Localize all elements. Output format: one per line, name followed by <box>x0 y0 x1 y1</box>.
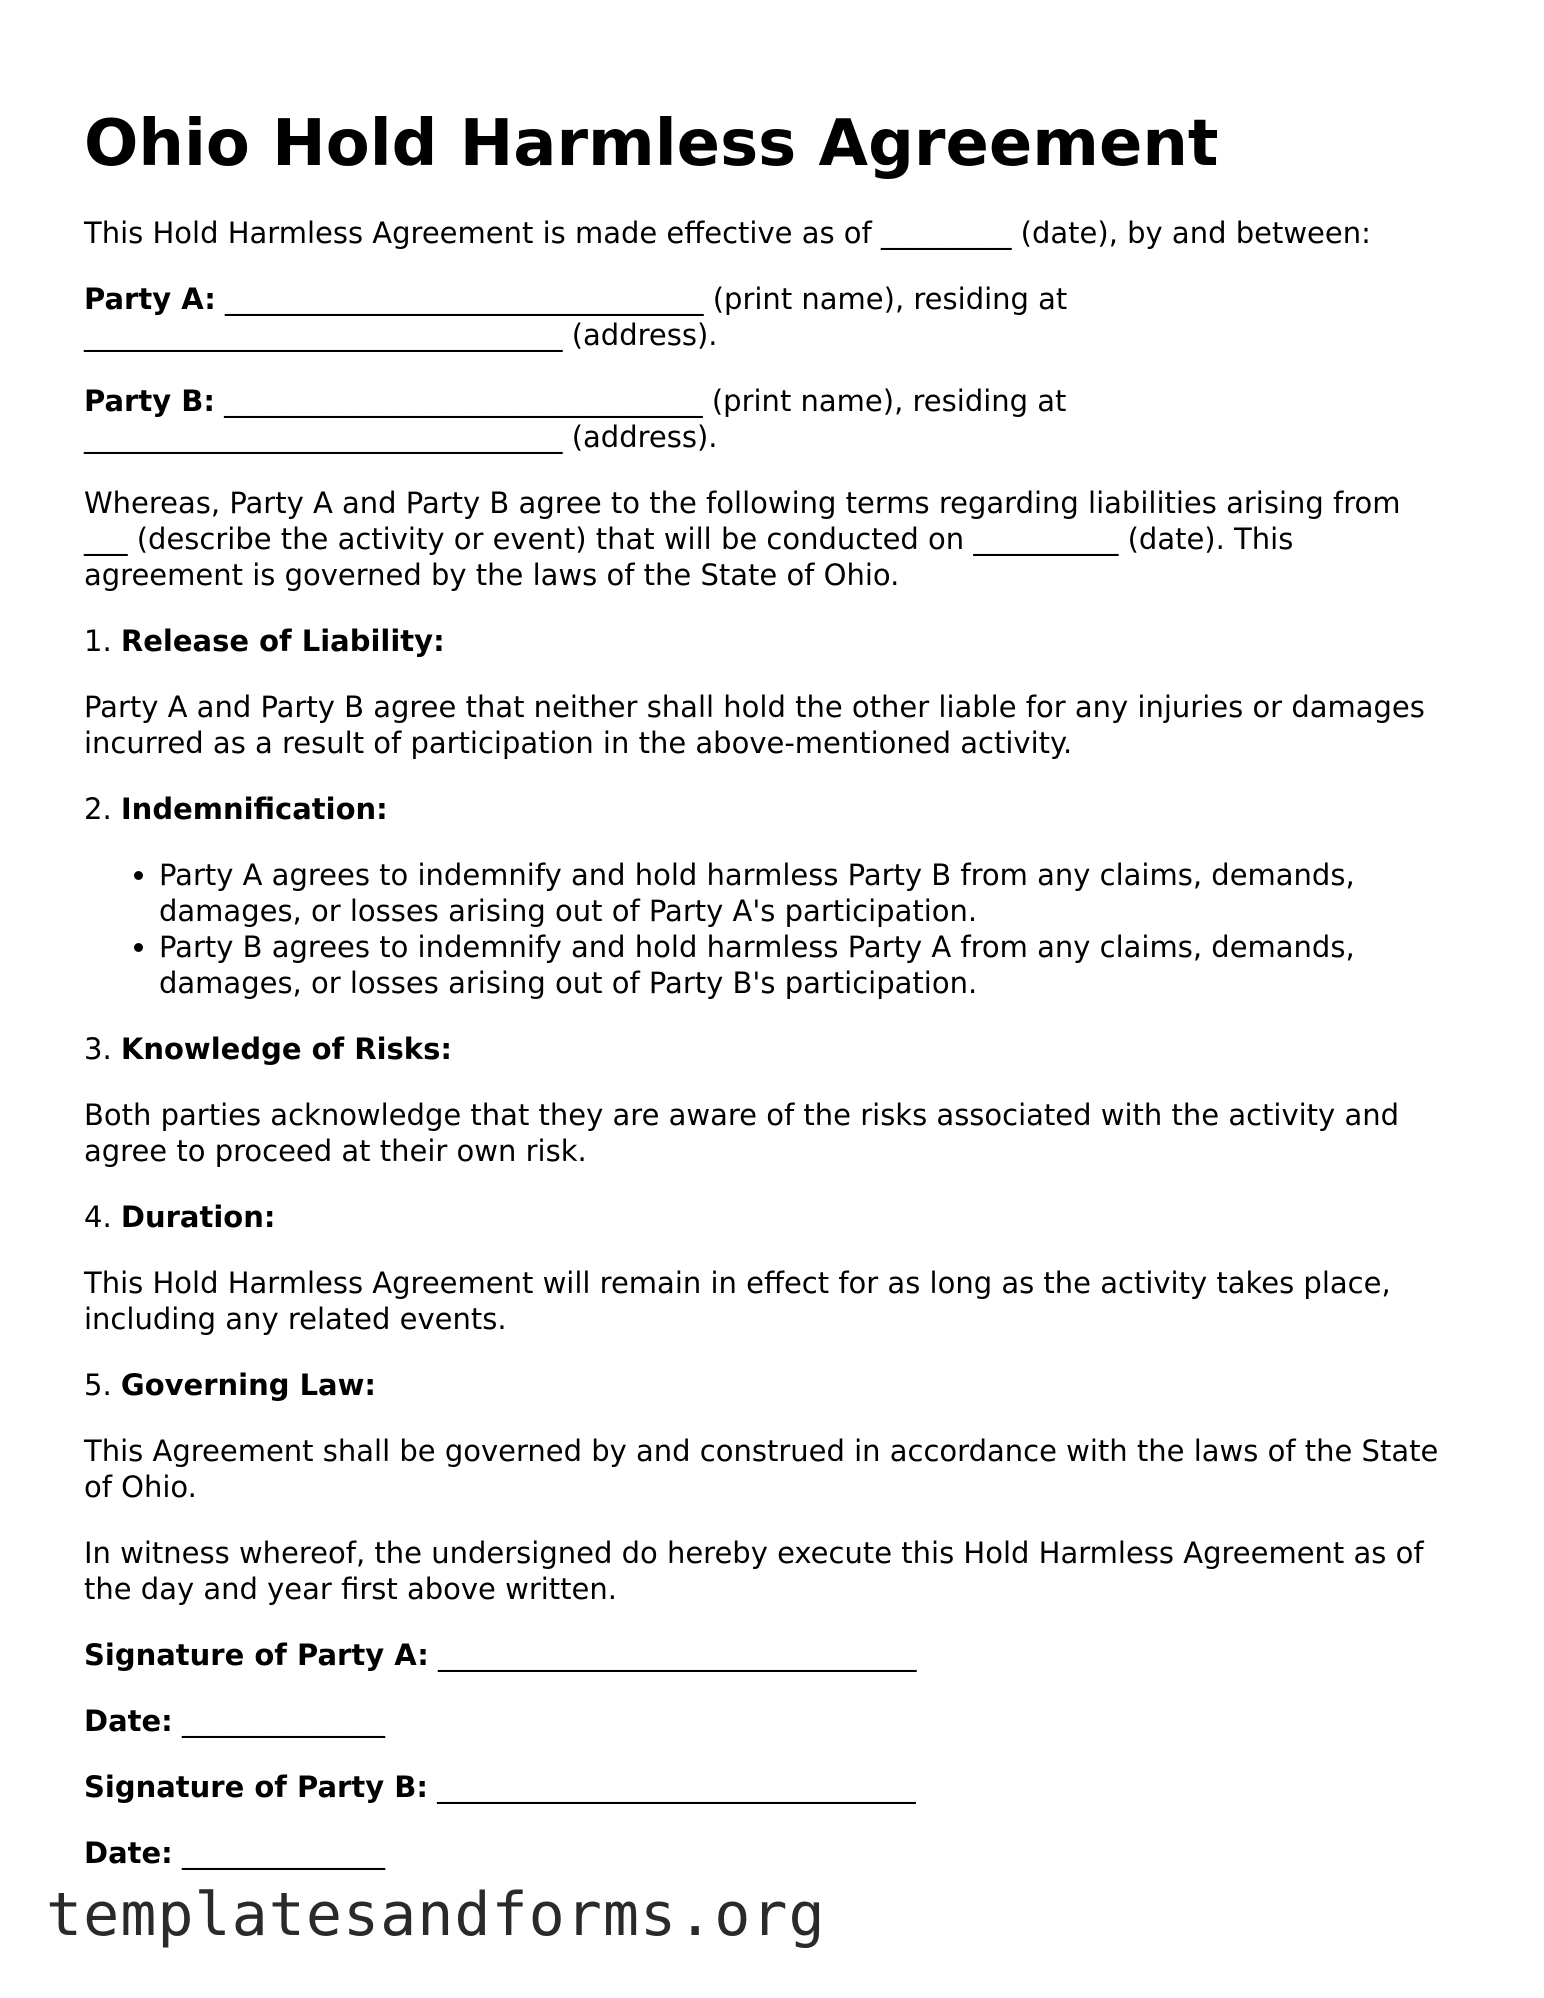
party-b-name-line: _________________________________ (print name), residing at <box>214 384 1067 418</box>
signature-b-line: _________________________________ <box>427 1770 916 1804</box>
section-1-heading <box>84 623 1464 659</box>
intro-suffix: (date), by and between: <box>1011 216 1371 250</box>
whereas-line-3: agreement is governed by the laws of the State of Ohio. <box>84 558 900 592</box>
signature-a-row <box>84 1637 1464 1673</box>
party-a-address-line: _________________________________ (address). <box>84 318 718 352</box>
party-b-label: Party B: <box>84 384 215 418</box>
section-title: Indemnification: <box>120 792 388 826</box>
section-title: Release of Liability: <box>120 624 445 658</box>
watermark: templatesandforms.org <box>46 1880 826 1950</box>
list-item: • Party B agrees to indemnify and hold harmless Party A from any claims, demands, damages, or losses arising out of Party B's participation. <box>159 929 1464 1001</box>
section-3-heading <box>84 1031 1464 1067</box>
party-a-block <box>84 281 1464 353</box>
date-a-line: ______________ <box>172 1704 385 1738</box>
date-b-line: ______________ <box>172 1836 385 1870</box>
signature-a-label: Signature of Party A: <box>84 1638 429 1672</box>
signature-a-line: _________________________________ <box>428 1638 917 1672</box>
intro-paragraph <box>84 215 1464 251</box>
document-body <box>84 215 1464 1901</box>
party-a-name-line: _________________________________ (print name), residing at <box>215 282 1068 316</box>
section-number: 4. <box>84 1200 121 1234</box>
whereas-line-2: ___ (describe the activity or event) that will be conducted on __________ (date). This <box>84 522 1294 556</box>
whereas-paragraph <box>84 485 1464 593</box>
section-4-body: This Hold Harmless Agreement will remain in effect for as long as the activity takes place, including any related events. <box>84 1266 1391 1336</box>
section-3-body: Both parties acknowledge that they are aware of the risks associated with the activity and agree to proceed at their own risk. <box>84 1098 1399 1168</box>
party-b-block <box>84 383 1464 455</box>
date-a-row <box>84 1703 1464 1739</box>
signature-b-label: Signature of Party B: <box>84 1770 428 1804</box>
section-title: Governing Law: <box>120 1368 377 1402</box>
witness-paragraph: In witness whereof, the undersigned do hereby execute this Hold Harmless Agreement as of the day and year first above written. <box>84 1536 1424 1606</box>
section-5-body: This Agreement shall be governed by and construed in accordance with the laws of the State of Ohio. <box>84 1434 1439 1504</box>
date-b-row <box>84 1835 1464 1871</box>
document-title: Ohio Hold Harmless Agreement <box>84 107 1219 181</box>
effective-date-blank: _________ <box>880 216 1012 250</box>
section-5-heading <box>84 1367 1464 1403</box>
date-b-label: Date: <box>84 1836 173 1870</box>
section-title: Knowledge of Risks: <box>120 1032 452 1066</box>
intro-prefix: This Hold Harmless Agreement is made effective as of <box>84 216 881 250</box>
section-number: 3. <box>84 1032 121 1066</box>
section-4-heading <box>84 1199 1464 1235</box>
section-number: 2. <box>84 792 121 826</box>
party-b-address-line: _________________________________ (address). <box>84 420 718 454</box>
section-title: Duration: <box>120 1200 276 1234</box>
section-2-heading <box>84 791 1464 827</box>
indemnification-list <box>84 857 1464 1001</box>
party-a-label: Party A: <box>84 282 216 316</box>
section-number: 5. <box>84 1368 121 1402</box>
section-number: 1. <box>84 624 121 658</box>
list-item: • Party A agrees to indemnify and hold harmless Party B from any claims, demands, damages, or losses arising out of Party A's participation. <box>159 857 1464 929</box>
date-a-label: Date: <box>84 1704 173 1738</box>
section-1-body: Party A and Party B agree that neither shall hold the other liable for any injuries or damages incurred as a result of participation in the above-mentioned activity. <box>84 690 1425 760</box>
whereas-line-1: Whereas, Party A and Party B agree to the following terms regarding liabilities arising from <box>84 486 1401 520</box>
signature-b-row <box>84 1769 1464 1805</box>
